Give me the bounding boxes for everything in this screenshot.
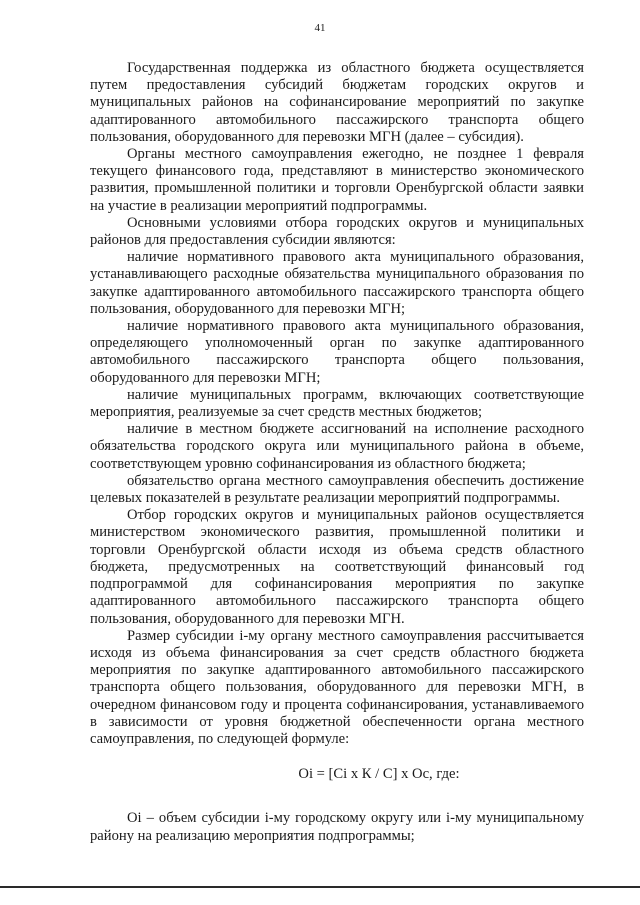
paragraph-applications: Органы местного самоуправления ежегодно, не позднее 1 февраля текущего финансового года, представляют в министерство экономического развития, промышленной политики и торговли Оренбургской области заявки на участие в реализации мероприятий подпрограммы. [90, 146, 584, 214]
condition-item-2: наличие нормативного правового акта муниципального образования, определяющего уполномоченный орган по закупке адаптированного автомобильного пассажирского транспорта общего пользования, оборудованного для перевозки МГН; [90, 318, 584, 386]
paragraph-selection-procedure: Отбор городских округов и муниципальных районов осуществляется министерством экономического развития, промышленной политики и торговли Оренбургской области исходя из объема средств областного бюджета, предусмотренных на соответствующий финансовый год подпрограммой для софинансирования мероприятия по закупке адаптированного автомобильного пассажирского транспорта общего пользования, оборудованного для перевозки МГН. [90, 507, 584, 627]
condition-item-3: наличие муниципальных программ, включающих соответствующие мероприятия, реализуемые за счет средств местных бюджетов; [90, 386, 584, 421]
subsidy-formula: Оi = [Сi х К / С] х Ос, где: [298, 766, 460, 783]
condition-item-1: наличие нормативного правового акта муниципального образования, устанавливающего расходные обязательства муниципального образования по закупке адаптированного автомобильного пассажирского транспорта общего пользования, оборудованного для перевозки МГН; [90, 249, 584, 317]
paragraph-state-support: Государственная поддержка из областного бюджета осуществляется путем предоставления субсидий бюджетам городских округов и муниципальных районов на софинансирование мероприятий по закупке адаптированного автомобильного пассажирского транспорта общего пользования, оборудованного для перевозки МГН (далее – субсидия). [90, 60, 584, 145]
paragraph-selection-conditions: Основными условиями отбора городских округов и муниципальных районов для предоставления субсидии являются: [90, 214, 584, 249]
condition-item-5: обязательство органа местного самоуправления обеспечить достижение целевых показателей в результате реализации мероприятий подпрограммы. [90, 472, 584, 507]
condition-item-4: наличие в местном бюджете ассигнований на исполнение расходного обязательства городского округа или муниципального района в объеме, соответствующем уровню софинансирования из областного бюджета; [90, 421, 584, 472]
formula-definition: Оi – объем субсидии i-му городскому округу или i-му муниципальному району на реализацию мероприятия подпрограммы; [90, 810, 584, 844]
document-body [90, 60, 584, 845]
bottom-border-line [0, 886, 640, 888]
page-number: 41 [314, 22, 326, 34]
paragraph-subsidy-size: Размер субсидии i-му органу местного самоуправления рассчитывается исходя из объема финансирования за счет средств областного бюджета мероприятия по закупке адаптированного автомобильного пассажирского транспорта общего пользования, оборудованного для перевозки МГН, в очередном финансовом году и процента софинансирования, устанавливаемого в зависимости от уровня бюджетной обеспеченности органа местного самоуправления, по следующей формуле: [90, 627, 584, 747]
